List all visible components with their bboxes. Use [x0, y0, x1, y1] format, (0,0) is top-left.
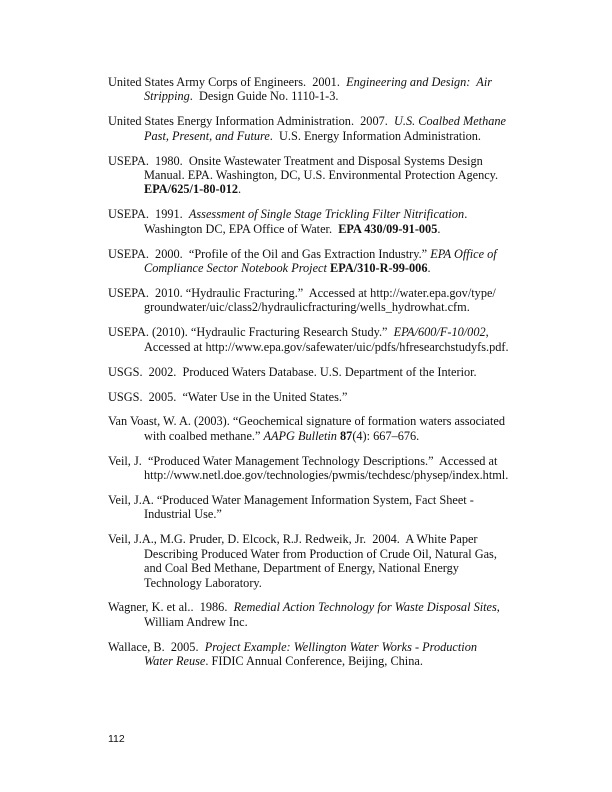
reference-text: . U.S. Energy Information Administration.: [269, 128, 481, 143]
italic-text: Compliance Sector Notebook Project: [144, 261, 331, 276]
reference-text: USEPA. 2010. “Hydraulic Fracturing.” Accessed at http://water.epa.gov/type/: [108, 285, 496, 300]
italic-text: EPA Office of: [430, 246, 497, 261]
italic-text: Past, Present, and Future: [144, 128, 270, 143]
reference-text: . FIDIC Annual Conference, Beijing, China.: [205, 654, 423, 669]
reference-line: [108, 507, 528, 521]
reference-entry: [108, 114, 528, 143]
reference-entry: [108, 247, 528, 276]
reference-text: Wallace, B. 2005.: [108, 639, 205, 654]
italic-text: Assessment of Single Stage Trickling Filter Nitrification: [188, 207, 465, 222]
reference-line: [108, 468, 528, 482]
reference-text: Veil, J. “Produced Water Management Technology Descriptions.” Accessed at: [108, 453, 498, 468]
reference-text: (4): 667–676.: [352, 428, 420, 443]
reference-line: [108, 325, 528, 339]
reference-line: [108, 561, 528, 575]
reference-line: [108, 454, 528, 468]
reference-text: Accessed at http://www.epa.gov/safewater/uic/pdfs/hfresearchstudyfs.pdf.: [144, 339, 509, 354]
reference-entry: [108, 75, 528, 104]
reference-line: [108, 654, 528, 668]
reference-entry: [108, 414, 528, 443]
italic-text: Water Reuse: [144, 654, 206, 669]
reference-text: USEPA. (2010). “Hydraulic Fracturing Research Study.”: [108, 325, 394, 340]
reference-line: [108, 168, 528, 182]
reference-line: [108, 129, 528, 143]
reference-entry: [108, 365, 528, 379]
reference-text: http://www.netl.doe.gov/technologies/pwmis/techdesc/physep/index.html.: [144, 468, 509, 483]
reference-entry: [108, 454, 528, 483]
reference-text: Veil, J.A. “Produced Water Management Information System, Fact Sheet -: [108, 493, 474, 508]
reference-text: Manual. EPA. Washington, DC, U.S. Environmental Protection Agency.: [144, 168, 499, 183]
reference-text: .: [427, 261, 431, 276]
reference-text: Veil, J.A., M.G. Pruder, D. Elcock, R.J. Redweik, Jr. 2004. A White Paper: [108, 532, 478, 547]
reference-text: .: [238, 182, 242, 197]
reference-text: Van Voast, W. A. (2003). “Geochemical signature of formation waters associated: [108, 414, 506, 429]
reference-text: USEPA. 1980. Onsite Wastewater Treatment and Disposal Systems Design: [108, 153, 483, 168]
reference-line: [108, 247, 528, 261]
italic-text: EPA/600/F-10/002: [393, 325, 486, 340]
reference-line: [108, 576, 528, 590]
page-number: 112: [108, 733, 125, 745]
reference-text: .: [437, 221, 441, 236]
italic-text: Stripping: [144, 89, 190, 104]
reference-text: William Andrew Inc.: [144, 614, 248, 629]
reference-line: [108, 222, 528, 236]
reference-text: Washington DC, EPA Office of Water.: [144, 221, 339, 236]
italic-text: AAPG Bulletin: [263, 428, 341, 443]
reference-line: [108, 340, 528, 354]
reference-text: . Design Guide No. 1110-1-3.: [189, 89, 339, 104]
reference-entry: [108, 325, 528, 354]
reference-text: Industrial Use.”: [144, 507, 222, 522]
reference-entry: [108, 390, 528, 404]
reference-line: [108, 429, 528, 443]
reference-line: [108, 547, 528, 561]
reference-text: United States Energy Information Administration. 2007.: [108, 114, 394, 129]
reference-text: USGS. 2002. Produced Waters Database. U.S. Department of the Interior.: [108, 364, 477, 379]
reference-text: ,: [496, 600, 500, 615]
reference-line: [108, 615, 528, 629]
reference-line: [108, 600, 528, 614]
reference-line: [108, 75, 528, 89]
reference-line: [108, 414, 528, 428]
reference-text: USEPA. 1991.: [108, 207, 189, 222]
italic-text: Project Example: Wellington Water Works - Production: [204, 639, 478, 654]
reference-line: [108, 154, 528, 168]
reference-text: ,: [485, 325, 489, 340]
reference-line: [108, 390, 528, 404]
reference-line: [108, 493, 528, 507]
italic-text: U.S. Coalbed Methane: [393, 114, 507, 129]
italic-text: Remedial Action Technology for Waste Disposal Sites: [233, 600, 497, 615]
reference-text: .: [464, 207, 468, 222]
bold-text: EPA/625/1-80-012: [144, 182, 239, 197]
reference-entry: [108, 286, 528, 315]
reference-line: [108, 532, 528, 546]
reference-text: groundwater/uic/class2/hydraulicfracturing/wells_hydrowhat.cfm.: [144, 300, 470, 315]
reference-line: [108, 261, 528, 275]
reference-entry: [108, 640, 528, 669]
reference-entry: [108, 207, 528, 236]
reference-entry: [108, 532, 528, 590]
reference-text: USEPA. 2000. “Profile of the Oil and Gas Extraction Industry.”: [108, 246, 431, 261]
reference-line: [108, 207, 528, 221]
reference-list: [108, 75, 528, 679]
reference-line: [108, 89, 528, 103]
italic-text: Engineering and Design: Air: [346, 75, 493, 89]
reference-entry: [108, 493, 528, 522]
reference-text: United States Army Corps of Engineers. 2001.: [108, 75, 347, 89]
reference-text: Technology Laboratory.: [144, 575, 262, 590]
reference-text: Wagner, K. et al.. 1986.: [108, 600, 234, 615]
bold-text: EPA 430/09-91-005: [338, 221, 438, 236]
bold-text: EPA/310-R-99-006: [330, 261, 428, 276]
reference-line: [108, 365, 528, 379]
reference-line: [108, 640, 528, 654]
reference-line: [108, 182, 528, 196]
reference-line: [108, 286, 528, 300]
reference-text: with coalbed methane.”: [144, 428, 264, 443]
reference-text: and Coal Bed Methane, Department of Energy, National Energy: [144, 561, 459, 576]
reference-entry: [108, 154, 528, 197]
reference-entry: [108, 600, 528, 629]
reference-text: Describing Produced Water from Production of Crude Oil, Natural Gas,: [144, 546, 497, 561]
reference-line: [108, 300, 528, 314]
reference-line: [108, 114, 528, 128]
reference-text: USGS. 2005. “Water Use in the United States.”: [108, 389, 348, 404]
bold-text: 87: [340, 428, 353, 443]
